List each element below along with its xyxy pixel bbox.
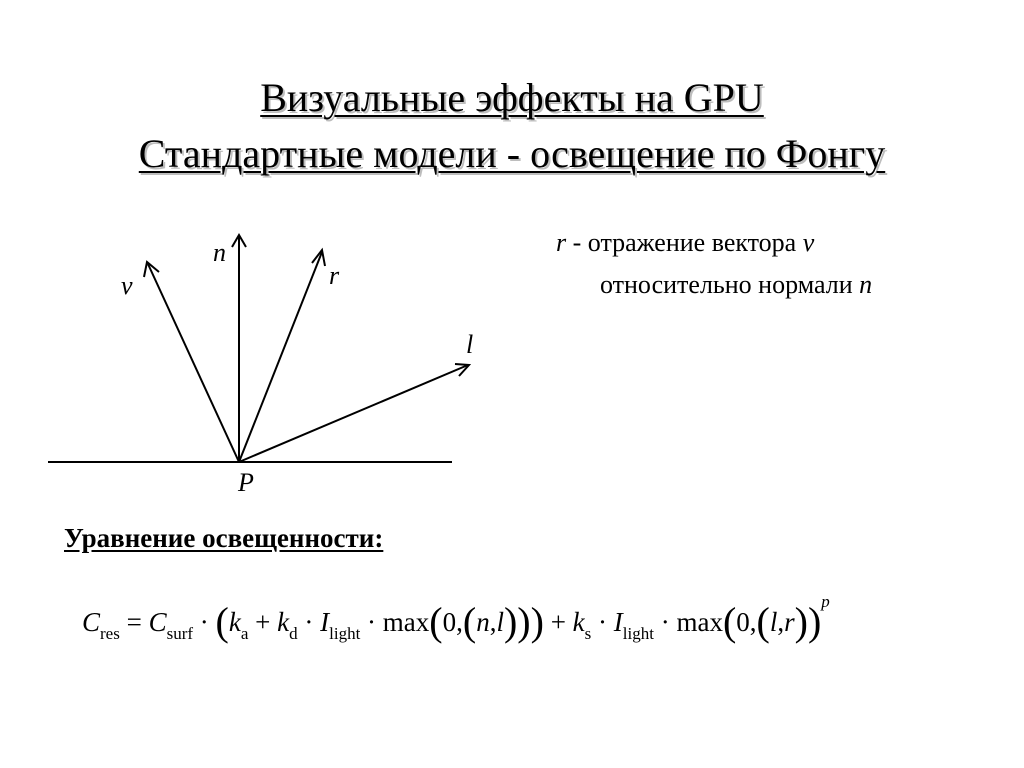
eq-dot-4: · (591, 607, 614, 637)
reflection-vector-r (239, 252, 322, 462)
title-line-1: Визуальные эффекты на GPU (260, 75, 764, 120)
eq-paren-2: ( (429, 599, 443, 644)
note-r: r (556, 228, 567, 257)
eq-l-1: l (496, 607, 504, 637)
equation-heading: Уравнение освещенности: (64, 523, 384, 553)
eq-open-paren: ( (215, 599, 229, 644)
view-arrowhead (144, 262, 159, 277)
eq-l-2: l (769, 607, 778, 637)
eq-k-a: k (228, 607, 241, 637)
light-vector-l (239, 365, 468, 462)
note-v: v (802, 228, 815, 257)
eq-dot-1: · (193, 607, 216, 637)
eq-d: d (289, 624, 298, 643)
eq-equals: = (119, 607, 149, 637)
reflection-arrowhead (312, 250, 325, 266)
label-P: P (238, 468, 254, 497)
eq-max-1: max (382, 607, 430, 637)
reflection-note (556, 228, 814, 258)
normal-arrowhead (232, 235, 246, 247)
label-v: v (121, 271, 133, 300)
eq-zero-1: 0, (442, 607, 463, 637)
eq-plus-1: + (248, 607, 278, 637)
eq-dot-2: · (297, 607, 321, 637)
eq-k-d: k (277, 607, 290, 637)
eq-close-3: ))) (503, 599, 544, 644)
label-n: n (213, 238, 226, 267)
eq-paren-4: ( (722, 599, 737, 644)
eq-light-1: light (329, 624, 361, 643)
eq-surf: surf (166, 624, 194, 643)
eq-comma-2: , (777, 607, 785, 637)
eq-plus-2: + (543, 607, 573, 637)
eq-zero-2: 0, (736, 607, 757, 637)
label-r: r (329, 261, 340, 290)
eq-C2: C (148, 607, 167, 637)
lighting-equation (82, 592, 830, 652)
eq-a: a (240, 624, 249, 643)
view-vector-v (148, 264, 239, 462)
eq-I-2: I (613, 607, 623, 637)
eq-max-2: max (676, 607, 723, 637)
eq-dot-5: · (653, 607, 677, 637)
title-line-2: Стандартные модели - освещение по Фонгу (138, 131, 886, 176)
eq-n: n (476, 607, 490, 637)
note-line2-text: относительно нормали (600, 270, 860, 299)
light-arrowhead (455, 364, 469, 376)
eq-comma-1: , (489, 607, 497, 637)
eq-r: r (784, 607, 795, 637)
reflection-note-line-2 (600, 270, 872, 300)
eq-close-2: )) (794, 599, 822, 644)
eq-paren-5: ( (756, 599, 770, 644)
note-n: n (859, 270, 873, 299)
eq-res: res (100, 624, 120, 643)
eq-paren-3: ( (462, 599, 477, 644)
eq-p: p (821, 592, 830, 611)
eq-C: C (82, 607, 101, 637)
eq-k-s: k (572, 607, 585, 637)
note-dash-text: - отражение вектора (566, 228, 803, 257)
eq-light-2: light (622, 624, 654, 643)
label-l: l (466, 330, 474, 359)
eq-dot-3: · (360, 607, 383, 637)
eq-s: s (584, 624, 592, 643)
eq-I-1: I (320, 607, 330, 637)
